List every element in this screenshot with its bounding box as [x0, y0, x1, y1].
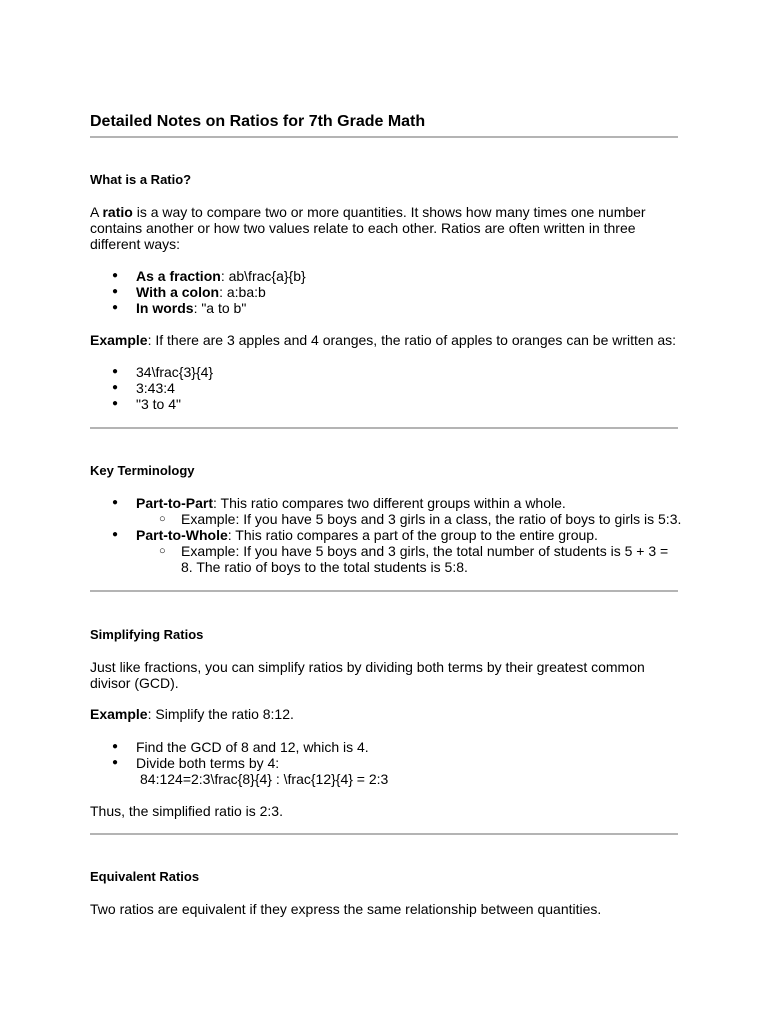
- title-divider: [90, 136, 678, 138]
- equivalent-intro: Two ratios are equivalent if they express the same relationship between quantities.: [90, 901, 602, 917]
- list-item: ● 34\frac{3}{4}: [90, 364, 682, 380]
- section-divider: [90, 833, 678, 835]
- form-label: As a fraction: [136, 268, 221, 284]
- intro-prefix: A: [90, 204, 103, 220]
- step-text: Divide both terms by 4:: [136, 755, 280, 771]
- intro-rest: is a way to compare two or more quantities. It shows how many times one number contains another or how two values relate to each other. Ratios are often written in three different ways:: [90, 204, 646, 252]
- step-formula: 84:124=2:3\frac{8}{4} : \frac{12}{4} = 2:3: [140, 771, 389, 787]
- sub-list: [90, 543, 682, 575]
- section-heading-what-is-ratio: What is a Ratio?: [90, 172, 192, 187]
- list-item: [90, 284, 682, 300]
- list-item: ● 3:43:4: [90, 380, 682, 396]
- example-label: Example: [90, 706, 148, 722]
- section-heading-key-terminology: Key Terminology: [90, 463, 195, 478]
- page-title: Detailed Notes on Ratios for 7th Grade Math: [90, 113, 426, 130]
- simplify-conclusion: Thus, the simplified ratio is 2:3.: [90, 803, 283, 819]
- apples-example-paragraph: [90, 332, 680, 348]
- example-text: : If there are 3 apples and 4 oranges, the ratio of apples to oranges can be written as:: [147, 332, 677, 348]
- simplifying-intro: Just like fractions, you can simplify ratios by dividing both terms by their greatest common divisor (GCD).: [90, 659, 645, 691]
- ratio-forms-list: [90, 268, 682, 316]
- simplify-steps-list: [90, 739, 682, 787]
- section-divider: [90, 590, 678, 592]
- list-item: [90, 527, 682, 575]
- form-text: : "a to b": [193, 300, 247, 316]
- form-text: : ab\frac{a}{b}: [220, 268, 306, 284]
- ratio-term: ratio: [102, 204, 133, 220]
- list-item: [90, 495, 682, 527]
- apples-example-list: [90, 364, 682, 412]
- term-text: : This ratio compares two different groups within a whole.: [213, 495, 566, 511]
- sub-list: [90, 511, 682, 527]
- section-divider: [90, 427, 678, 429]
- term-label: Part-to-Part: [136, 495, 214, 511]
- terminology-list: [90, 495, 682, 575]
- example-text: : Simplify the ratio 8:12.: [147, 706, 294, 722]
- section-heading-equivalent-ratios: Equivalent Ratios: [90, 869, 200, 884]
- term-label: Part-to-Whole: [136, 527, 228, 543]
- sub-list-item: ○ Example: If you have 5 boys and 3 girls, the total number of students is 5 + 3 = 8. The ratio of boys to the total students is 5:8.: [90, 543, 682, 575]
- list-item: ● Find the GCD of 8 and 12, which is 4.: [90, 739, 682, 755]
- form-label: In words: [136, 300, 194, 316]
- example-label: Example: [90, 332, 148, 348]
- simplify-example-paragraph: [90, 706, 680, 722]
- form-text: : a:ba:b: [219, 284, 266, 300]
- section-heading-simplifying-ratios: Simplifying Ratios: [90, 627, 204, 642]
- term-text: : This ratio compares a part of the group to the entire group.: [227, 527, 598, 543]
- list-item: [90, 268, 682, 284]
- form-label: With a colon: [136, 284, 220, 300]
- ratio-definition-paragraph: [90, 204, 680, 252]
- list-item: [90, 755, 682, 787]
- sub-list-item: ○ Example: If you have 5 boys and 3 girls in a class, the ratio of boys to girls is 5:3.: [90, 511, 682, 527]
- list-item: ● "3 to 4": [90, 396, 682, 412]
- list-item: [90, 300, 682, 316]
